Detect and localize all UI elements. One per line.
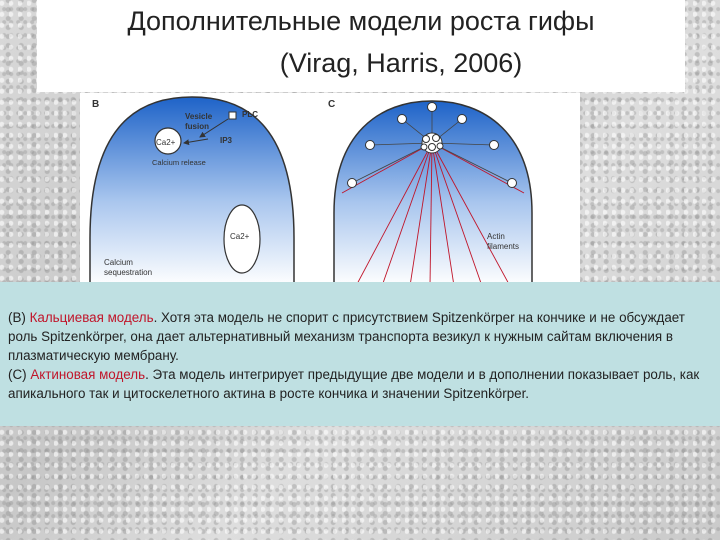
spitzenkorper-cluster [421,133,443,153]
plc-marker [229,112,236,119]
actin-label-2: filaments [487,242,520,251]
diagram-svg [80,93,580,286]
vesicle-label-2: fusion [185,122,209,131]
title-panel [37,0,685,92]
calcium-seq-label-2: sequestration [104,268,153,277]
caption-b-text: . Хотя эта модель не спорит с присутствием Spitzenkörper на кончике и не обсуждает роль Spitzenkörper, она дает альтернативный механизм транспорта везикул к нужным сайтам включения в плазматическую мембрану. [8,310,685,363]
caption-b-prefix: (B) [8,310,30,325]
panel-b-label: B [92,99,100,110]
caption-c-model: Актиновая модель [30,367,146,382]
caption-b-model: Кальциевая модель [29,310,154,325]
panel-c-label: C [328,99,336,110]
vesicle-label-1: Vesicle [185,112,213,121]
calcium-release-label: Calcium release [152,158,206,167]
ca-mid-label: Ca2+ [230,232,250,241]
slide-title: Дополнительные модели роста гифы [127,6,595,36]
caption-c [8,365,714,403]
caption-text [8,308,714,403]
calcium-seq-label-1: Calcium [104,258,133,267]
ip3-label: IP3 [220,136,233,145]
caption-c-text: . Эта модель интегрирует предыдущие две модели и в дополнении показывает роль, как апикального так и цитоскелетного актина в росте кончика и значении Spitzenkörper. [8,367,700,401]
actin-label-1: Actin [487,232,505,241]
caption-c-prefix: (C) [8,367,31,382]
hypha-diagram [80,93,580,286]
ca-top-label: Ca2+ [156,138,176,147]
caption-panel [0,282,720,426]
plc-label: PLC [242,110,258,119]
slide-citation: (Virag, Harris, 2006) [279,48,523,78]
caption-b [8,308,714,365]
